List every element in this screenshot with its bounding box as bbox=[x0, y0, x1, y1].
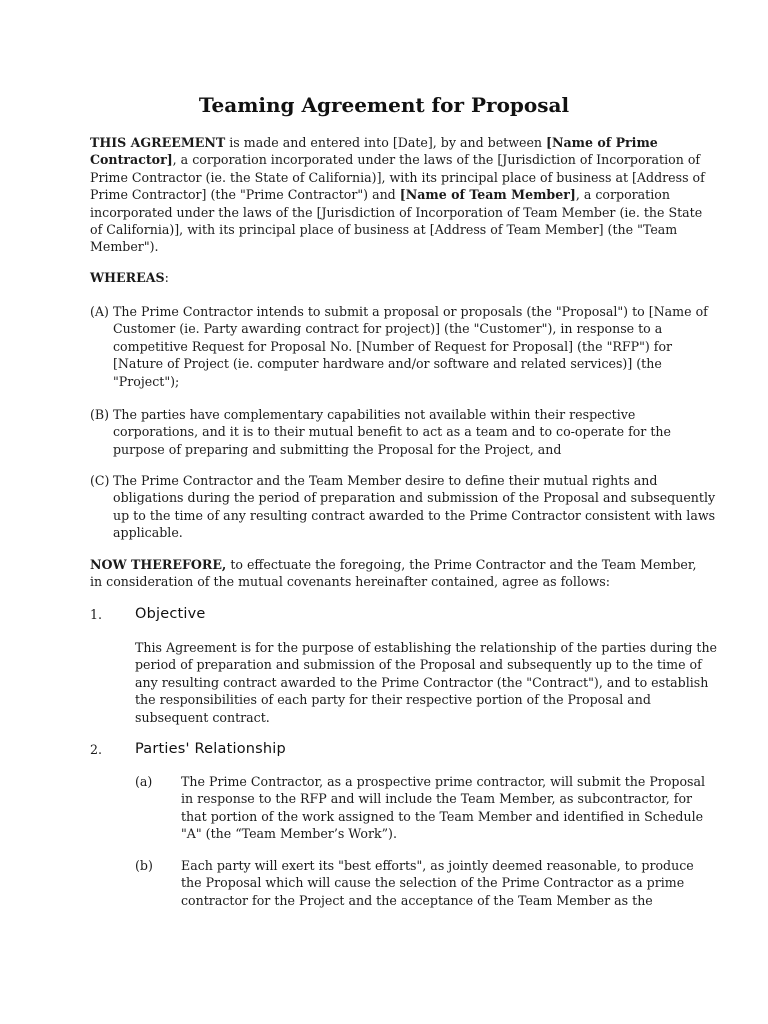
item-line: the Proposal which will cause the selection of the Prime Contractor as a prime bbox=[181, 875, 685, 891]
section-2-heading: Parties' Relationship bbox=[135, 741, 286, 757]
item-b bbox=[181, 857, 694, 909]
section-line: subsequent contract. bbox=[135, 709, 270, 725]
section-1-heading: Objective bbox=[135, 606, 206, 622]
intro-paragraph bbox=[90, 134, 705, 256]
item-a bbox=[181, 773, 705, 843]
item-line: The Prime Contractor, as a prospective prime contractor, will submit the Proposal bbox=[181, 774, 706, 789]
item-a-label: (a) bbox=[135, 774, 153, 789]
recital-line: The Prime Contractor and the Team Member desire to define their mutual rights and bbox=[113, 473, 658, 488]
recital-b bbox=[113, 406, 671, 458]
intro-line-4: Prime Contractor] (the "Prime Contractor") and [Name of Team Member], a corporation bbox=[90, 187, 670, 203]
item-line: "A" (the “Team Member’s Work”). bbox=[181, 826, 397, 842]
section-1-number: 1. bbox=[90, 607, 103, 622]
whereas-heading: WHEREAS: bbox=[90, 270, 169, 285]
item-line: in response to the RFP and will include the Team Member, as subcontractor, for bbox=[181, 791, 693, 807]
now-therefore-paragraph: NOW THEREFORE, to effectuate the foregoing, the Prime Contractor and the Team Member, in consideration of the mutual covenants hereinafter contained, agree as follows: bbox=[90, 557, 697, 590]
recital-line: "Project"); bbox=[113, 373, 180, 389]
intro-line-5: incorporated under the laws of the [Jurisdiction of Incorporation of Team Member (ie. the State bbox=[90, 204, 703, 220]
intro-line-7: Member"). bbox=[90, 239, 159, 255]
recital-line: applicable. bbox=[113, 525, 183, 541]
item-line: contractor for the Project and the acceptance of the Team Member as the bbox=[181, 892, 653, 908]
recital-line: purpose of preparing and submitting the Proposal for the Project, and bbox=[113, 441, 562, 457]
recital-b-label: (B) bbox=[90, 407, 110, 422]
recital-line: up to the time of any resulting contract awarded to the Prime Contractor consistent with laws bbox=[113, 507, 716, 523]
recital-line: Customer (ie. Party awarding contract for project)] (the "Customer"), in response to a bbox=[113, 321, 663, 337]
recital-a-label: (A) bbox=[90, 304, 109, 319]
item-line: that portion of the work assigned to the Team Member and identified in Schedule bbox=[181, 808, 704, 824]
recital-a bbox=[113, 303, 708, 390]
recital-line: The parties have complementary capabilities not available within their respective bbox=[113, 407, 636, 422]
section-1-body bbox=[135, 639, 717, 726]
recital-line: competitive Request for Proposal No. [Number of Request for Proposal] (the "RFP") for bbox=[113, 338, 673, 354]
recital-line: [Nature of Project (ie. computer hardware and/or software and related services)] (the bbox=[113, 356, 662, 372]
recital-c-label: (C) bbox=[90, 473, 110, 488]
recital-line: corporations, and it is to their mutual benefit to act as a team and to co-operate for the bbox=[113, 424, 671, 440]
section-line: period of preparation and submission of the Proposal and subsequently up to the time of bbox=[135, 657, 702, 673]
recital-line: obligations during the period of preparation and submission of the Proposal and subsequently bbox=[113, 490, 716, 506]
item-line: Each party will exert its "best efforts", as jointly deemed reasonable, to produce bbox=[181, 858, 694, 873]
intro-line-1: THIS AGREEMENT is made and entered into [Date], by and between [Name of Prime bbox=[90, 135, 658, 150]
intro-line-3: Prime Contractor (ie. the State of California)], with its principal place of business at [Address of bbox=[90, 169, 705, 185]
section-line: the responsibilities of each party for their respective portion of the Proposal and bbox=[135, 692, 651, 708]
recital-c bbox=[113, 472, 715, 542]
section-2-number: 2. bbox=[90, 742, 103, 757]
item-b-label: (b) bbox=[135, 858, 153, 873]
intro-line-6: of California)], with its principal place of business at [Address of Team Member] (the "Team bbox=[90, 221, 678, 237]
document-title: Teaming Agreement for Proposal bbox=[198, 93, 570, 117]
intro-line-2: Contractor], a corporation incorporated under the laws of the [Jurisdiction of Incorporation of bbox=[90, 152, 701, 168]
recital-line: The Prime Contractor intends to submit a proposal or proposals (the "Proposal") to [Name of bbox=[113, 304, 708, 319]
section-line: any resulting contract awarded to the Prime Contractor (the "Contract"), and to establish bbox=[135, 674, 709, 690]
section-line: This Agreement is for the purpose of establishing the relationship of the parties during the bbox=[135, 640, 718, 655]
